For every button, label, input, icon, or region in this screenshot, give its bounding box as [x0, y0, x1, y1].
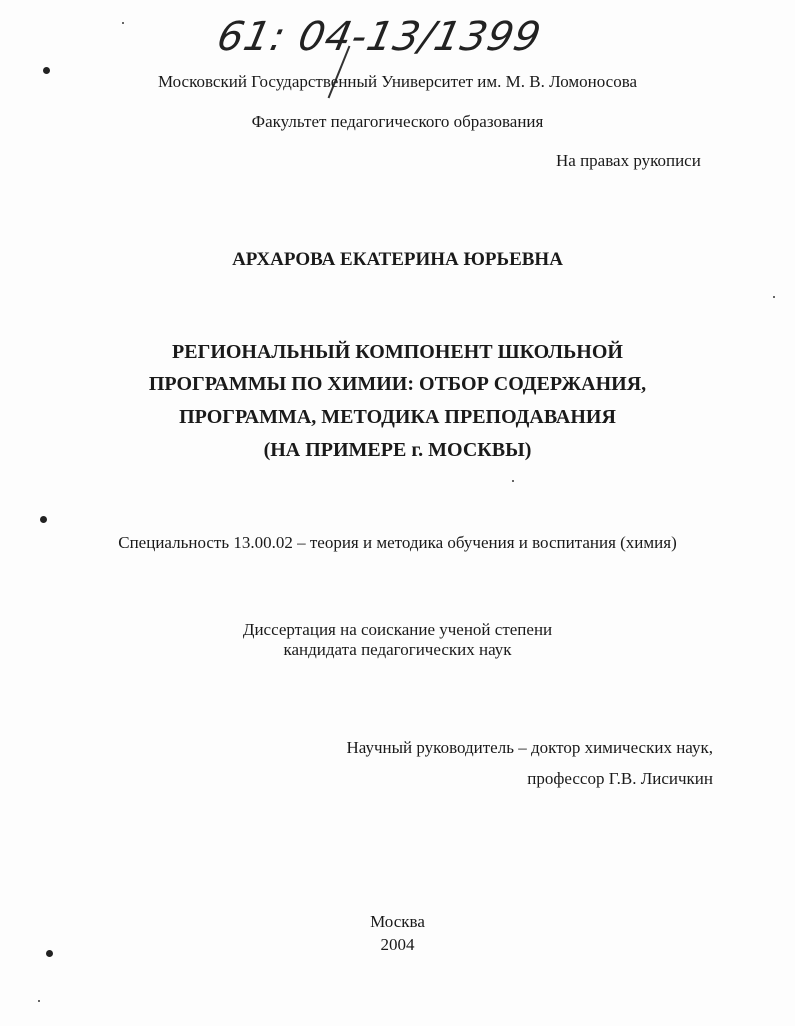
supervisor-line-1: Научный руководитель – доктор химических наук, — [346, 738, 713, 757]
scan-speck — [38, 1000, 40, 1002]
specialty-line: Специальность 13.00.02 – теория и методика обучения и воспитания (химия) — [118, 533, 677, 552]
university-name: Московский Государственный Университет им. М. В. Ломоносова — [157, 72, 638, 91]
archive-code-handwritten: 61: 04-13/1399 — [213, 14, 546, 60]
dissertation-line-2: кандидата педагогических наук — [283, 640, 512, 659]
scan-speck — [122, 22, 124, 24]
scan-hole-mark — [40, 516, 47, 523]
dissertation-line-1: Диссертация на соискание ученой степени — [242, 620, 553, 639]
faculty-name: Факультет педагогического образования — [251, 112, 544, 131]
title-line: (НА ПРИМЕРЕ г. МОСКВЫ) — [263, 439, 532, 461]
title-line: ПРОГРАММЫ ПО ХИМИИ: ОТБОР СОДЕРЖАНИЯ, — [148, 373, 647, 395]
title-line: ПРОГРАММА, МЕТОДИКА ПРЕПОДАВАНИЯ — [179, 406, 616, 428]
city-name: Москва — [370, 912, 425, 931]
scan-speck — [773, 296, 775, 298]
manuscript-note: На правах рукописи — [556, 151, 701, 170]
author-name: АРХАРОВА ЕКАТЕРИНА ЮРЬЕВНА — [232, 249, 563, 270]
supervisor-line-2: профессор Г.В. Лисичкин — [527, 769, 713, 788]
year: 2004 — [380, 935, 415, 954]
scan-speck — [512, 480, 514, 482]
title-line: РЕГИОНАЛЬНЫЙ КОМПОНЕНТ ШКОЛЬНОЙ — [172, 341, 623, 363]
